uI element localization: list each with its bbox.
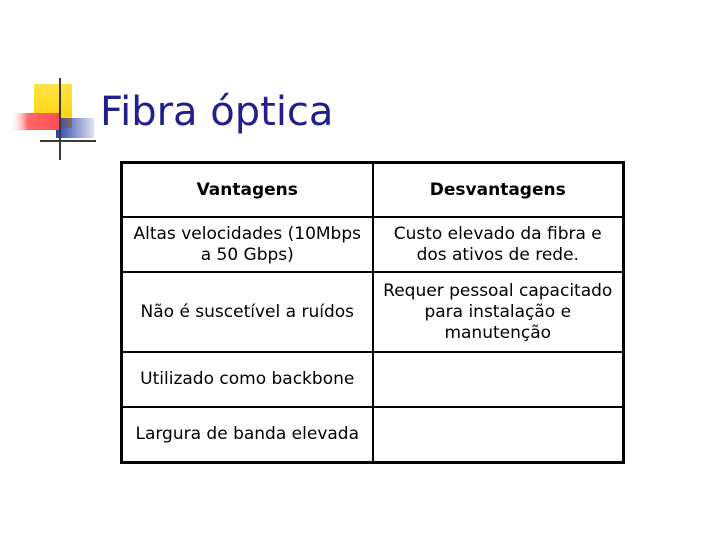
table-row bbox=[122, 352, 624, 407]
table-cell bbox=[373, 352, 624, 407]
table-cell: Não é suscetível a ruídos bbox=[122, 272, 373, 352]
comparison-table bbox=[120, 161, 625, 464]
header-vantagens: Vantagens bbox=[122, 163, 373, 218]
slide-logo-icon bbox=[0, 0, 100, 170]
table-cell: Largura de banda elevada bbox=[122, 407, 373, 462]
table-cell: Custo elevado da fibra e dos ativos de rede. bbox=[373, 217, 624, 272]
table-cell bbox=[373, 407, 624, 462]
header-desvantagens: Desvantagens bbox=[373, 163, 624, 218]
table-row bbox=[122, 272, 624, 352]
table-row bbox=[122, 217, 624, 272]
slide-title: Fibra óptica bbox=[100, 89, 334, 135]
table-cell: Requer pessoal capacitado para instalação e manutenção bbox=[373, 272, 624, 352]
table-cell: Altas velocidades (10Mbps a 50 Gbps) bbox=[122, 217, 373, 272]
table-header-row bbox=[122, 163, 624, 218]
table-cell: Utilizado como backbone bbox=[122, 352, 373, 407]
table-row bbox=[122, 407, 624, 462]
